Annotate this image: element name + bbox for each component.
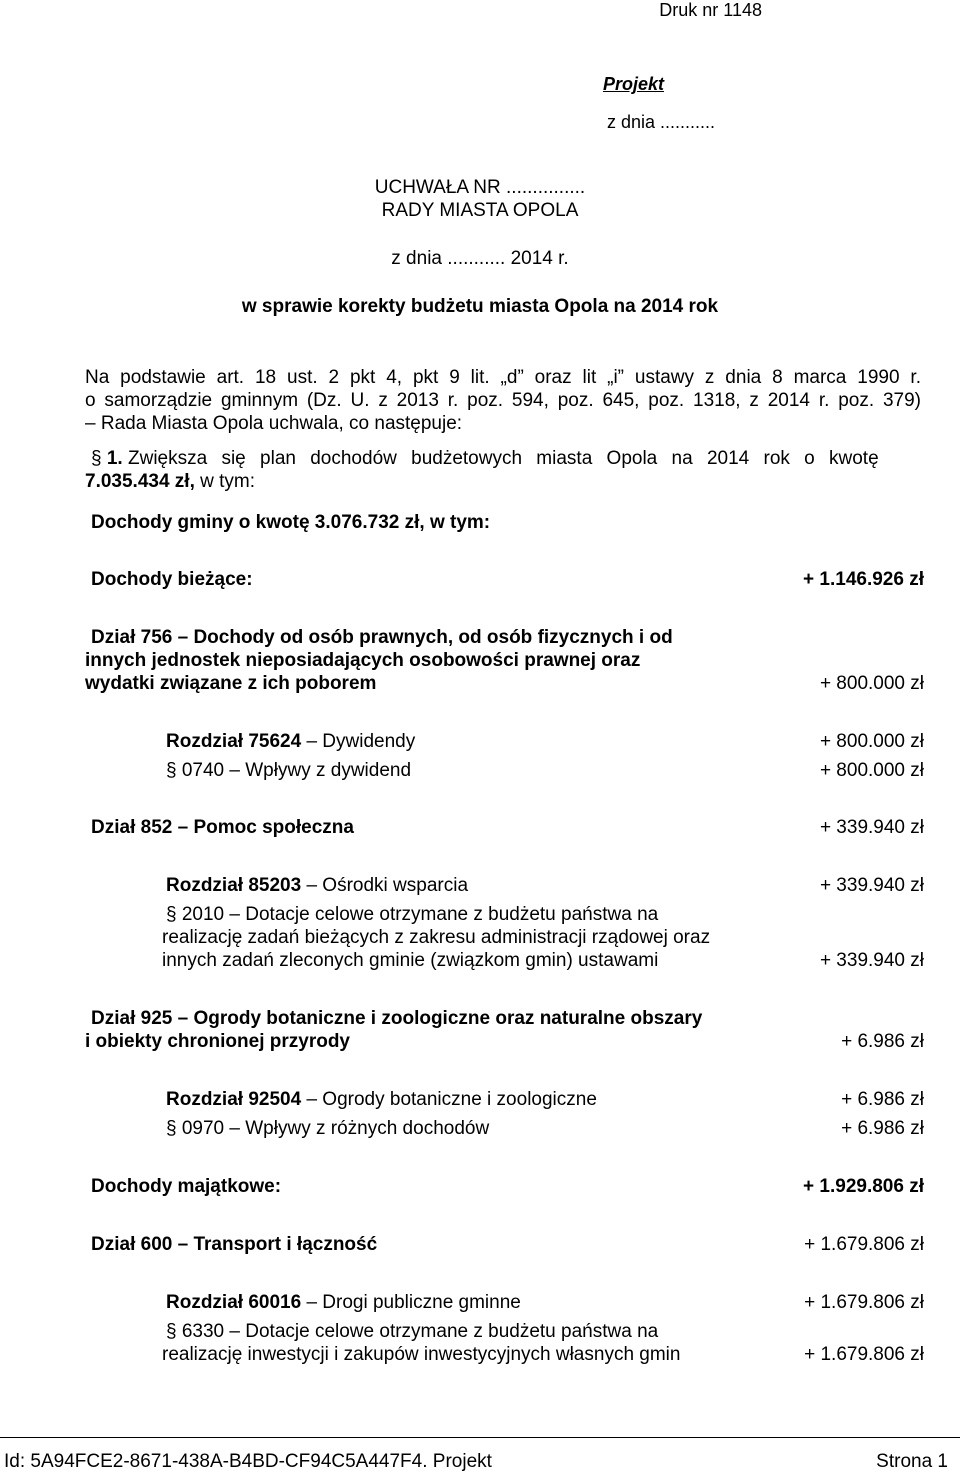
section-number: 1.	[106, 448, 123, 469]
dzial-756-amount: + 800.000 zł	[819, 673, 924, 694]
dzial-600-amount: + 1.679.806 zł	[804, 1234, 924, 1255]
dzial-852-amount: + 339.940 zł	[819, 817, 924, 838]
paragraph-sign: §	[91, 448, 102, 469]
paragraph-sign: §	[166, 904, 182, 925]
rozdzial-60016-code: Rozdział 60016	[166, 1292, 302, 1313]
rozdzial-60016-amount: + 1.679.806 zł	[804, 1292, 924, 1313]
dzial-925-amount: + 6.986 zł	[841, 1031, 924, 1052]
total-amount: 7.035.434 zł,	[85, 471, 195, 492]
rozdzial-92504	[166, 1088, 597, 1111]
paragraf-6330-text: 6330 – Dotacje celowe otrzymane z budżetu państwa na	[181, 1321, 659, 1342]
paragraf-2010-line-2: realizację zadań bieżących z zakresu administracji rządowej oraz	[162, 927, 711, 948]
rozdzial-85203-code: Rozdział 85203	[166, 875, 302, 896]
projekt-date: z dnia ...........	[607, 112, 716, 132]
resolution-number: UCHWAŁA NR ...............	[374, 177, 586, 198]
paragraf-0970-amount: + 6.986 zł	[841, 1118, 924, 1139]
rozdzial-75624-code: Rozdział 75624	[166, 731, 302, 752]
preamble-line-3: – Rada Miasta Opola uchwala, co następuje:	[85, 413, 463, 434]
capital-income-amount: + 1.929.806 zł	[803, 1176, 924, 1197]
paragraf-0740	[166, 759, 411, 782]
dzial-756-line-2: innych jednostek nieposiadających osobowości prawnej oraz	[85, 650, 641, 671]
projekt-label: Projekt	[602, 74, 664, 94]
paragraf-2010-text: 2010 – Dotacje celowe otrzymane z budżetu państwa na	[181, 904, 659, 925]
footer-document-id: Id: 5A94FCE2-8671-438A-B4BD-CF94C5A447F4. Projekt	[4, 1451, 492, 1472]
rozdzial-85203	[166, 874, 468, 897]
section-1-line-1	[91, 447, 921, 470]
footer-page-number: Strona 1	[876, 1451, 948, 1472]
paragraf-0970-text: 0970 – Wpływy z różnych dochodów	[181, 1118, 490, 1139]
dzial-925-line-2: i obiekty chronionej przyrody	[85, 1031, 350, 1052]
paragraf-2010-amount: + 339.940 zł	[819, 950, 924, 971]
paragraf-0970	[166, 1117, 489, 1140]
rozdzial-92504-code: Rozdział 92504	[166, 1089, 302, 1110]
rozdzial-85203-amount: + 339.940 zł	[819, 875, 924, 896]
paragraph-sign: §	[166, 1321, 182, 1342]
rozdzial-92504-amount: + 6.986 zł	[841, 1089, 924, 1110]
resolution-date: z dnia ........... 2014 r.	[391, 248, 569, 269]
paragraf-6330-line-1	[166, 1320, 658, 1343]
preamble-line-2: o samorządzie gminnym (Dz. U. z 2013 r. poz. 594, poz. 645, poz. 1318, z 2014 r. poz. 379)	[85, 390, 921, 411]
rozdzial-75624-amount: + 800.000 zł	[819, 731, 924, 752]
paragraf-0740-text: 0740 – Wpływy z dywidend	[181, 760, 412, 781]
paragraf-2010-line-3: innych zadań zleconych gminie (związkom gmin) ustawami	[162, 950, 659, 971]
rozdzial-85203-name: – Ośrodki wsparcia	[301, 875, 469, 896]
paragraf-6330-amount: + 1.679.806 zł	[804, 1344, 924, 1365]
dzial-852: Dział 852 – Pomoc społeczna	[91, 817, 354, 838]
section-1-text: Zwiększa się plan dochodów budżetowych miasta Opola na 2014 rok o kwotę	[128, 448, 879, 469]
dzial-756-line-1: Dział 756 – Dochody od osób prawnych, od osób fizycznych i od	[91, 627, 673, 648]
gmina-income: Dochody gminy o kwotę 3.076.732 zł, w tym:	[91, 512, 491, 533]
rozdzial-75624	[166, 730, 415, 753]
preamble-line-1: Na podstawie art. 18 ust. 2 pkt 4, pkt 9 lit. „d” oraz lit „i” ustawy z dnia 8 marca 1990 r.	[85, 367, 921, 388]
druk-number: Druk nr 1148	[659, 0, 762, 20]
dzial-756-line-3: wydatki związane z ich poborem	[85, 673, 377, 694]
resolution-subject: w sprawie korekty budżetu miasta Opola na 2014 rok	[241, 296, 719, 317]
rozdzial-92504-name: – Ogrody botaniczne i zoologiczne	[301, 1089, 597, 1110]
paragraf-2010-line-1	[166, 903, 658, 926]
paragraph-sign: §	[166, 760, 182, 781]
rozdzial-60016	[166, 1291, 521, 1314]
total-amount-suffix: w tym:	[194, 471, 256, 492]
council-name: RADY MIASTA OPOLA	[381, 200, 579, 221]
capital-income-label: Dochody majątkowe:	[91, 1176, 282, 1197]
dzial-600: Dział 600 – Transport i łączność	[91, 1234, 378, 1255]
current-income-amount: + 1.146.926 zł	[803, 569, 924, 590]
dzial-925-line-1: Dział 925 – Ogrody botaniczne i zoologiczne oraz naturalne obszary	[91, 1008, 703, 1029]
section-1-line-2	[85, 470, 255, 493]
paragraf-6330-line-2: realizację inwestycji i zakupów inwestycyjnych własnych gmin	[162, 1344, 681, 1365]
footer-rule	[0, 1437, 960, 1438]
paragraf-0740-amount: + 800.000 zł	[819, 760, 924, 781]
rozdzial-60016-name: – Drogi publiczne gminne	[301, 1292, 521, 1313]
current-income-label: Dochody bieżące:	[91, 569, 253, 590]
paragraph-sign: §	[166, 1118, 182, 1139]
rozdzial-75624-name: – Dywidendy	[301, 731, 416, 752]
